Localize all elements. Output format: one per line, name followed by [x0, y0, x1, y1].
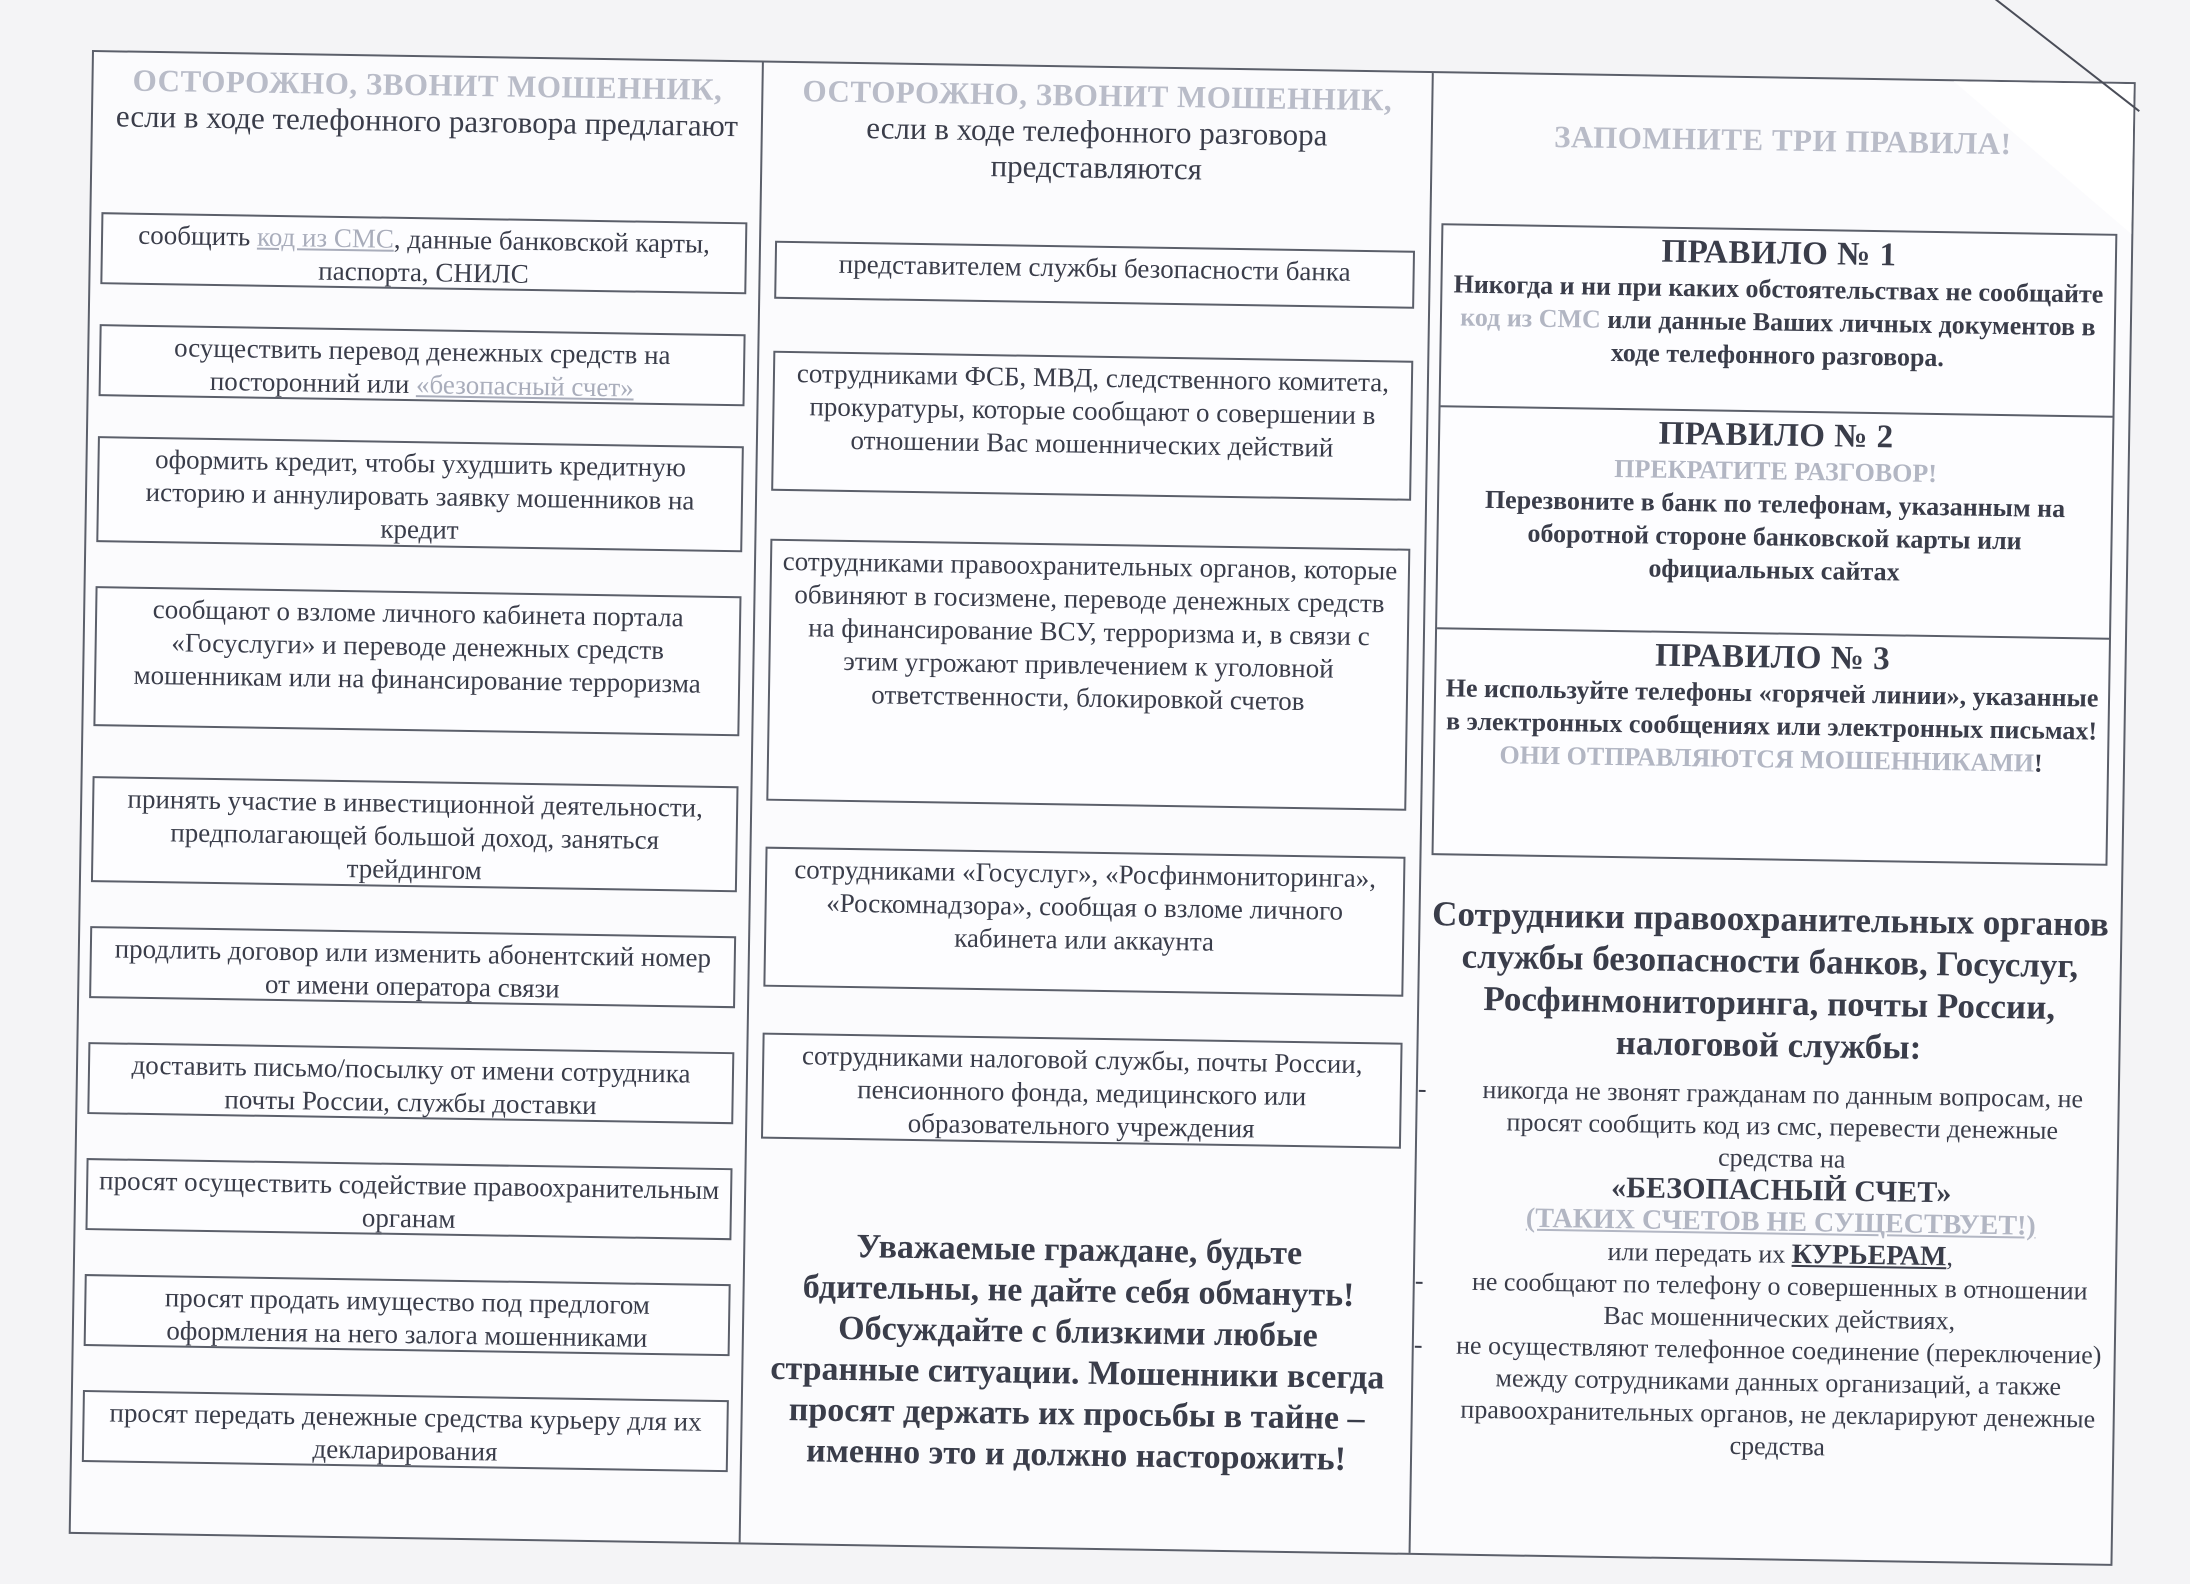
rule-2-highlight: ПРЕКРАТИТЕ РАЗГОВОР!: [1614, 453, 1938, 489]
rule-3-text: Не используйте телефоны «горячей линии», указанные в электронных сообщениях или электронных письмах!: [1445, 673, 2099, 746]
offer-box: сообщают о взломе личного кабинета портала «Госуслуги» и переводе денежных средств мошенникам или на финансирование терроризма: [93, 586, 741, 736]
column-offers: [71, 52, 764, 1542]
offer-box: сообщить код из СМС, данные банковской карты, паспорта, СНИЛС: [100, 212, 747, 294]
rule-1: [1441, 225, 2116, 416]
rule-3-warning: ОНИ ОТПРАВЛЯЮТСЯ МОШЕННИКАМИ!: [1499, 740, 2043, 778]
rule-1-title: ПРАВИЛО № 1: [1661, 233, 1897, 274]
employees-item-3: - не осуществляют телефонное соединение (переключение) между сотрудниками данных организаций, а также правоохранительных органов, не декларируют денежные средства: [1413, 1329, 2102, 1462]
warning-title: ОСТОРОЖНО, ЗВОНИТ МОШЕННИК,: [802, 73, 1393, 118]
no-such-accounts-text: (ТАКИХ СЧЕТОВ НЕ СУЩЕСТВУЕТ!): [1525, 1202, 2036, 1242]
employees-item-1: - никогда не звонят гражданам по данным вопросам, не просят сообщить код из смс, перевести денежные средства на «БЕЗОПАСНЫЙ СЧЕТ» (ТАКИХ СЧЕТОВ НЕ СУЩЕСТВУЕТ!) или передать их КУРЬЕРАМ,: [1415, 1073, 2108, 1276]
offer-box: доставить письмо/посылку от имени сотрудника почты России, службы доставки: [87, 1042, 734, 1124]
employees-item-2: - не сообщают по телефону о совершенных в отношении Вас мошеннических действиях,: [1414, 1265, 2088, 1336]
offer-box: просят передать денежные средства курьеру для их декларирования: [82, 1390, 729, 1472]
offer-box: оформить кредит, чтобы ухудшить кредитную историю и аннулировать заявку мошенников на кредит: [96, 436, 744, 552]
sms-code-highlight: код из СМС: [1460, 302, 1602, 334]
column-impersonations-header: [762, 63, 1432, 191]
safe-account-highlight: «безопасный счет»: [415, 369, 634, 403]
rule-2-text: Перезвоните в банк по телефонам, указанным на оборотной стороне банковской карты или официальных сайтах: [1484, 484, 2066, 587]
offer-box: просят продать имущество под предлогом оформления на него залога мошенниками: [84, 1274, 731, 1356]
impersonation-box: сотрудниками правоохранительных органов, которые обвиняют в госизмене, переводе денежных средств на финансирование ВСУ, терроризма и, в связи с этим угрожают привлечением к уголовной ответственности, блокировкой счетов: [766, 539, 1410, 811]
leaflet-sheet: [69, 50, 2136, 1566]
safe-account-text: «БЕЗОПАСНЫЙ СЧЕТ»: [1610, 1171, 1952, 1210]
warning-subtitle: если в ходе телефонного разговора предлагают: [115, 98, 739, 144]
rule-3: [1434, 627, 2109, 860]
rule-1-text: Никогда и ни при каких обстоятельствах не сообщайте код из СМС или данные Ваших личных документов в ходе телефонного разговора.: [1453, 269, 2104, 373]
rule-2-title: ПРАВИЛО № 2: [1658, 415, 1894, 456]
impersonation-box: сотрудниками ФСБ, МВД, следственного комитета, прокуратуры, которые сообщают о совершении в отношении Вас мошеннических действий: [771, 351, 1413, 501]
rules-box: [1432, 223, 2118, 866]
bullet-dash: -: [1414, 1265, 1424, 1296]
employees-title: Сотрудники правоохранительных органов службы безопасности банков, Госуслуг, Росфинмониторинга, почты России, налоговой службы:: [1431, 894, 2110, 1067]
offer-box: принять участие в инвестиционной деятельности, предполагающей большой доход, заняться трейдингом: [91, 776, 739, 892]
warning-subtitle: если в ходе телефонного разговора представляются: [865, 110, 1328, 187]
couriers-text: КУРЬЕРАМ: [1791, 1238, 1947, 1273]
rules-heading: ЗАПОМНИТЕ ТРИ ПРАВИЛА!: [1553, 118, 2012, 162]
impersonation-box: представителем службы безопасности банка: [774, 241, 1415, 309]
bullet-dash: -: [1413, 1329, 1423, 1360]
bullet-dash: -: [1417, 1073, 1427, 1104]
folded-corner: [1951, 81, 2133, 234]
offer-box: осуществить перевод денежных средств на посторонний или «безопасный счет»: [99, 324, 746, 406]
impersonation-box: сотрудниками «Госуслуг», «Росфинмониторинга», «Роскомнадзора», сообщая о взломе личного кабинета или аккаунта: [763, 847, 1405, 997]
closing-appeal: Уважаемые граждане, будьте бдительны, не дайте себя обмануть! Обсуждайте с близкими любые странные ситуации. Мошенники всегда просят держать их просьбы в тайне – именно это и должно насторожить!: [770, 1228, 1385, 1478]
column-rules: [1411, 73, 2134, 1564]
offer-box: продлить договор или изменить абонентский номер от имени оператора связи: [89, 926, 736, 1008]
column-impersonations: [741, 63, 1434, 1553]
impersonation-box: сотрудниками налоговой службы, почты России, пенсионного фонда, медицинского или образовательного учреждения: [761, 1033, 1403, 1149]
warning-title: ОСТОРОЖНО, ЗВОНИТ МОШЕННИК,: [132, 62, 723, 107]
sms-code-highlight: код из СМС: [256, 221, 395, 254]
rule-2: [1437, 405, 2112, 638]
rule-3-title: ПРАВИЛО № 3: [1654, 637, 1891, 678]
employees-list: [1412, 1073, 2108, 1468]
offer-box: просят осуществить содействие правоохранительным органам: [85, 1158, 732, 1240]
column-offers-header: [93, 52, 762, 144]
